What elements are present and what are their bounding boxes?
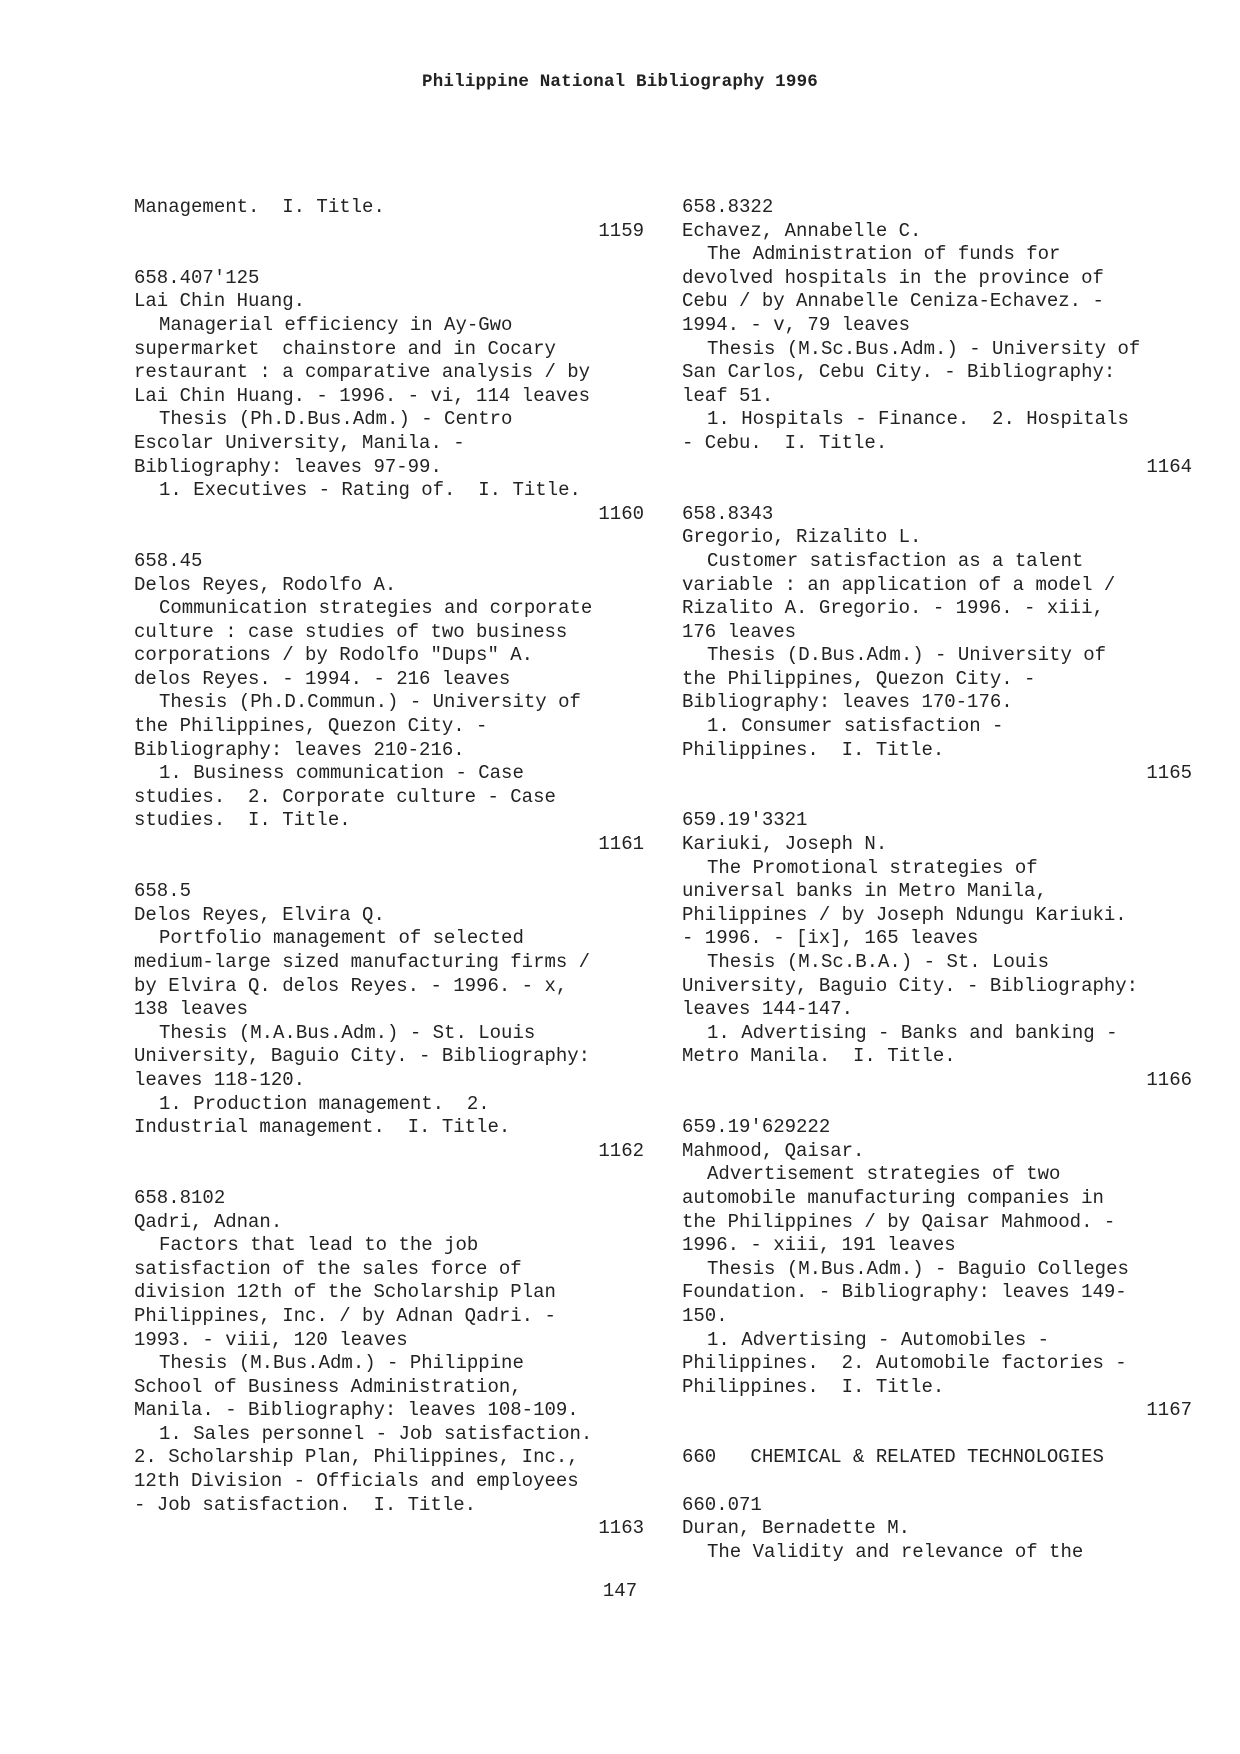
continued-subject-line: Management. I. Title. bbox=[134, 196, 385, 218]
title-line: Communication strategies and corporate bbox=[159, 597, 593, 620]
title-line: medium-large sized manufacturing firms / bbox=[134, 951, 591, 973]
title-line: by Elvira Q. delos Reyes. - 1996. - x, bbox=[134, 974, 568, 997]
subject-line: - Job satisfaction. I. Title. bbox=[134, 1493, 477, 1516]
title-line: 1994. - v, 79 leaves bbox=[682, 313, 911, 336]
title-line: 1993. - viii, 120 leaves bbox=[134, 1328, 408, 1351]
title-line: Managerial efficiency in Ay-Gwo bbox=[159, 313, 513, 336]
call-number: 658.8322 bbox=[682, 196, 774, 218]
bibliography-entry bbox=[134, 550, 644, 857]
bibliography-entry bbox=[134, 1187, 644, 1541]
title-line: 138 leaves bbox=[134, 998, 249, 1021]
subject-line: 1. Business communication - Case bbox=[159, 762, 524, 785]
note-line: Manila. - Bibliography: leaves 108-109. bbox=[134, 1399, 579, 1422]
note-line: the Philippines, Quezon City. - bbox=[134, 715, 488, 738]
bibliography-entry bbox=[682, 1494, 1192, 1565]
call-number: 659.19'3321 bbox=[682, 809, 808, 832]
title-line: Portfolio management of selected bbox=[159, 927, 524, 950]
title-line: culture : case studies of two business bbox=[134, 620, 568, 643]
call-number: 658.5 bbox=[134, 880, 192, 903]
subject-line: 2. Scholarship Plan, Philippines, Inc., bbox=[134, 1446, 579, 1469]
title-line: automobile manufacturing companies in bbox=[682, 1186, 1104, 1209]
author: Gregorio, Rizalito L. bbox=[682, 526, 922, 549]
note-line: leaves 144-147. bbox=[682, 998, 854, 1021]
call-number: 658.8343 bbox=[682, 502, 774, 525]
title-line: Philippines / by Joseph Ndungu Kariuki. bbox=[682, 903, 1127, 926]
note-line: Thesis (M.A.Bus.Adm.) - St. Louis bbox=[159, 1021, 536, 1044]
bibliography-entry bbox=[682, 503, 1192, 786]
call-number: 660.071 bbox=[682, 1493, 762, 1516]
entry-number: 1165 bbox=[1146, 762, 1192, 785]
call-number: 658.45 bbox=[134, 549, 203, 572]
note-line: Thesis (M.Bus.Adm.) - Philippine bbox=[159, 1352, 524, 1375]
subject-line: Philippines. I. Title. bbox=[682, 1375, 945, 1398]
note-line: University, Baguio City. - Bibliography: bbox=[682, 974, 1139, 997]
title-line: - 1996. - [ix], 165 leaves bbox=[682, 927, 979, 950]
note-line: 150. bbox=[682, 1304, 728, 1327]
note-line: Thesis (Ph.D.Commun.) - University of bbox=[159, 691, 581, 714]
bibliography-entry bbox=[134, 880, 644, 1163]
left-column bbox=[134, 196, 644, 1564]
entry-number: 1160 bbox=[598, 502, 644, 525]
continued-entry bbox=[134, 196, 644, 243]
bibliography-entry bbox=[682, 809, 1192, 1092]
subject-line: 1. Hospitals - Finance. 2. Hospitals bbox=[707, 408, 1129, 431]
title-line: 1996. - xiii, 191 leaves bbox=[682, 1234, 956, 1257]
note-line: University, Baguio City. - Bibliography: bbox=[134, 1045, 591, 1068]
subject-line: Industrial management. I. Title. bbox=[134, 1116, 511, 1139]
author: Echavez, Annabelle C. bbox=[682, 219, 922, 242]
note-line: the Philippines, Quezon City. - bbox=[682, 667, 1036, 690]
title-line: Advertisement strategies of two bbox=[707, 1163, 1061, 1186]
note-line: Bibliography: leaves 97-99. bbox=[134, 455, 442, 478]
subject-line: Metro Manila. I. Title. bbox=[682, 1045, 956, 1068]
subject-line: studies. 2. Corporate culture - Case bbox=[134, 785, 556, 808]
call-number: 659.19'629222 bbox=[682, 1116, 831, 1139]
note-line: Bibliography: leaves 170-176. bbox=[682, 691, 1013, 714]
subject-line: 1. Consumer satisfaction - bbox=[707, 715, 1004, 738]
bibliography-entry bbox=[682, 1116, 1192, 1423]
bibliography-entry bbox=[682, 196, 1192, 479]
subject-line: 1. Executives - Rating of. I. Title. bbox=[159, 479, 581, 502]
author: Delos Reyes, Rodolfo A. bbox=[134, 573, 397, 596]
call-number: 658.8102 bbox=[134, 1186, 226, 1209]
entry-number: 1162 bbox=[598, 1139, 644, 1162]
title-line: Lai Chin Huang. - 1996. - vi, 114 leaves bbox=[134, 384, 591, 407]
title-line: satisfaction of the sales force of bbox=[134, 1257, 522, 1280]
entry-number: 1163 bbox=[598, 1517, 644, 1540]
subject-line: - Cebu. I. Title. bbox=[682, 431, 888, 454]
section-heading: 660 CHEMICAL & RELATED TECHNOLOGIES bbox=[682, 1446, 1104, 1469]
title-line: devolved hospitals in the province of bbox=[682, 266, 1104, 289]
subject-line: Philippines. I. Title. bbox=[682, 738, 945, 761]
note-line: Thesis (M.Sc.B.A.) - St. Louis bbox=[707, 951, 1050, 973]
title-line: Factors that lead to the job bbox=[159, 1234, 479, 1257]
author: Delos Reyes, Elvira Q. bbox=[134, 903, 385, 926]
entry-number: 1161 bbox=[598, 833, 644, 856]
entry-number: 1159 bbox=[598, 219, 644, 242]
title-line: delos Reyes. - 1994. - 216 leaves bbox=[134, 667, 511, 690]
author: Mahmood, Qaisar. bbox=[682, 1139, 865, 1162]
entry-number: 1167 bbox=[1146, 1399, 1192, 1422]
entry-number: 1164 bbox=[1146, 455, 1192, 478]
entry-number: 1166 bbox=[1146, 1068, 1192, 1091]
page-number: 147 bbox=[602, 1580, 638, 1602]
note-line: Thesis (Ph.D.Bus.Adm.) - Centro bbox=[159, 408, 513, 431]
author: Lai Chin Huang. bbox=[134, 290, 306, 313]
author: Qadri, Adnan. bbox=[134, 1210, 283, 1233]
author: Duran, Bernadette M. bbox=[682, 1517, 911, 1540]
title-line: Rizalito A. Gregorio. - 1996. - xiii, bbox=[682, 597, 1104, 620]
note-line: Escolar University, Manila. - bbox=[134, 431, 465, 454]
page-title: Philippine National Bibliography 1996 bbox=[422, 72, 818, 92]
title-line: Customer satisfaction as a talent bbox=[707, 549, 1084, 572]
note-line: Thesis (D.Bus.Adm.) - University of bbox=[707, 644, 1107, 667]
author: Kariuki, Joseph N. bbox=[682, 833, 888, 856]
note-line: San Carlos, Cebu City. - Bibliography: bbox=[682, 361, 1116, 384]
note-line: Thesis (M.Bus.Adm.) - Baguio Colleges bbox=[707, 1257, 1129, 1280]
title-line: corporations / by Rodolfo "Dups" A. bbox=[134, 644, 534, 667]
title-line: The Administration of funds for bbox=[707, 243, 1061, 266]
bibliography-entry bbox=[134, 267, 644, 527]
note-line: leaf 51. bbox=[682, 384, 774, 407]
subject-line: 1. Sales personnel - Job satisfaction. bbox=[159, 1422, 593, 1445]
note-line: School of Business Administration, bbox=[134, 1375, 522, 1398]
title-line: Cebu / by Annabelle Ceniza-Echavez. - bbox=[682, 290, 1104, 313]
title-line: restaurant : a comparative analysis / by bbox=[134, 361, 591, 384]
subject-line: 1. Advertising - Banks and banking - bbox=[707, 1021, 1118, 1044]
title-line: the Philippines / by Qaisar Mahmood. - bbox=[682, 1210, 1116, 1233]
subject-line: 1. Production management. 2. bbox=[159, 1092, 490, 1115]
title-line: variable : an application of a model / bbox=[682, 573, 1116, 596]
subject-line: 12th Division - Officials and employees bbox=[134, 1470, 579, 1493]
note-line: Foundation. - Bibliography: leaves 149- bbox=[682, 1281, 1127, 1304]
title-line: The Validity and relevance of the bbox=[707, 1540, 1084, 1563]
note-line: Bibliography: leaves 210-216. bbox=[134, 738, 465, 761]
note-line: Thesis (M.Sc.Bus.Adm.) - University of bbox=[707, 337, 1141, 360]
subject-line: Philippines. 2. Automobile factories - bbox=[682, 1352, 1127, 1375]
title-line: universal banks in Metro Manila, bbox=[682, 880, 1047, 903]
call-number: 658.407'125 bbox=[134, 266, 260, 289]
subject-line: studies. I. Title. bbox=[134, 809, 351, 832]
subject-line: 1. Advertising - Automobiles - bbox=[707, 1328, 1050, 1351]
title-line: Philippines, Inc. / by Adnan Qadri. - bbox=[134, 1304, 556, 1327]
title-line: The Promotional strategies of bbox=[707, 856, 1038, 879]
note-line: leaves 118-120. bbox=[134, 1068, 306, 1091]
title-line: division 12th of the Scholarship Plan bbox=[134, 1281, 556, 1304]
title-line: 176 leaves bbox=[682, 620, 797, 643]
right-column bbox=[682, 196, 1192, 1588]
title-line: supermarket chainstore and in Cocary bbox=[134, 337, 556, 360]
